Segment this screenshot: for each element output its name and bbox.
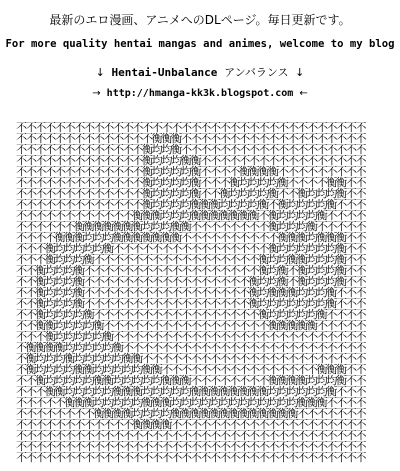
ascii-art-row: 不不不不不不不不不不不不不衡均均均均衡不不不衡均均均均衡不不不不衡衡不不 — [16, 176, 366, 189]
site-name-japanese: アンバランス — [224, 66, 289, 79]
ascii-art-row: 不不不不不不不不不不不不不不不不不不不不不不不不不不不不不不不不不不不不 — [16, 429, 366, 442]
ascii-art-row: 不不衡均均均衡不不不不不不不不不不不不不不不不不不衡均衡不衡均均均衡不不 — [16, 264, 366, 277]
ascii-art-row: 不不衡均均均衡不不不不不不不不不不不不不不不不不衡均均均均均均均衡不不不 — [16, 297, 366, 310]
ascii-art-row: 不不不不不不不不不不不不衡衡衡均均均衡衡衡衡衡衡衡不衡均均均均衡不不不不 — [16, 209, 366, 222]
ascii-art-row: 不不不不不不衡衡衡衡衡衡衡均均均衡衡不不不不不不不不衡均均均衡不不不不不 — [16, 220, 366, 233]
ascii-art-row: 不衡衡衡衡均均均均均衡不不不不不不不不不不不不不不不不不不不不不不不不不 — [16, 341, 366, 354]
ascii-art-row: 不不不不不不不不不不不不不衡均均衡不不不不不不不不不不不不不不不不不不不 — [16, 143, 366, 156]
ascii-art-row: 不不不不不不不不不不不不衡衡衡衡不不不不不不不不不不不不不不不不不不不不 — [16, 418, 366, 431]
ascii-art-row: 不不不衡衡均均均均均衡衡衡均均均均均衡衡衡衡衡衡衡衡均均均均均均衡不不不 — [16, 385, 366, 398]
ascii-art-row: 不不不不不不不不不不不不不不不不不不不不不不不不不不不不不不不不不不不不 — [16, 451, 366, 464]
ascii-art-banner — [16, 122, 394, 464]
url-line — [0, 88, 400, 99]
ascii-art-row: 不不不不衡衡衡均均均衡衡衡衡衡衡衡不不不不不不不不不不衡衡衡均衡衡衡不不 — [16, 231, 366, 244]
ascii-art-row: 不衡均均均衡均均均均均衡衡不不不不不不不不不不不不不不不不不不不不不不不 — [16, 352, 366, 365]
ascii-art-row: 不不不不不不不不不不不不不不不不不不不不不不不不不不不不不不不不不不不不 — [16, 440, 366, 453]
left-arrow-icon: ← — [299, 88, 308, 99]
ascii-art-row: 不不不不不不不不衡衡衡衡均均均均衡衡衡衡衡衡衡衡衡衡衡衡衡不不不不不不不 — [16, 407, 366, 420]
english-tagline: For more quality hentai mangas and animes, welcome to my blog — [5, 38, 395, 50]
ascii-art-row: 不不衡均均均均衡不不不不不不不不不不不不不不不不不衡均均均均均衡不不不不 — [16, 308, 366, 321]
ascii-art-row: 不不不衡均均均均均衡不不不不不不不不不不不不不不不不衡均均均均均均衡不不 — [16, 242, 366, 255]
site-name-line — [0, 64, 400, 80]
site-name[interactable]: Hentai-Unbalance — [111, 66, 218, 79]
ascii-art-row: 不不衡均均均衡不不不不不不不不不不不不不不不不不衡均衡衡衡均均均衡不不不 — [16, 286, 366, 299]
ascii-art-row: 不不不不不不不不不不不不不衡均均均衡衡不不不不不不不不不不不不不不不不不 — [16, 154, 366, 167]
ascii-art-row: 不不不不不不不不不不不不不衡均均均均衡不不衡均均均均衡不不衡均均均衡不不 — [16, 187, 366, 200]
ascii-art-row: 不不衡均均均衡不不不不不不不不不不不不不不不不不衡均均衡不衡均均均衡不不 — [16, 275, 366, 288]
ascii-art-row: 不不不不不不不不不不不不不不不不不不不不不不不不不不不不不不不不不不不不 — [16, 122, 366, 134]
ascii-art-row: 不不不衡均均均衡不不不不不不不不不不不不不不不不不衡均均衡衡均均均衡不不 — [16, 253, 366, 266]
right-arrow-icon: → — [92, 88, 101, 99]
ascii-art-row: 不不不不不衡衡衡均均均均均衡衡衡均均均均均均均均均均均均均衡衡衡不不不不 — [16, 396, 366, 409]
ascii-art-row: 不不衡衡均均均均衡不不不不不不不不不不不不不不不不不衡衡衡衡衡不不不不不 — [16, 319, 366, 332]
down-arrow-left-icon: ↓ — [95, 66, 105, 79]
ascii-art-row: 不不不不不不不不不不不不不衡均均均均衡衡衡均均均均衡不衡均均均均衡不不不 — [16, 198, 366, 211]
ascii-art-row: 不不不不不不不不不不不不不衡均均均均衡不不不不衡衡衡衡不不不不不不不不不 — [16, 165, 366, 178]
japanese-tagline: 最新のエロ漫画、アニメへのDLページ。毎日更新です。 — [49, 13, 351, 27]
ascii-art-row: 不不衡均均均均均衡衡均均均均均衡衡衡不不不不不不不不衡衡衡衡均均均衡不不 — [16, 374, 366, 387]
ascii-art-row: 不衡均均均均衡衡均均均均均衡衡不不不不不不不不不不不不不不不不衡衡衡不不 — [16, 363, 366, 376]
down-arrow-right-icon: ↓ — [295, 66, 305, 79]
blog-url-link[interactable]: http://hmanga-kk3k.blogspot.com — [106, 88, 294, 99]
ascii-art-row: 不不不衡均均均均均衡不不不不不不不不不不不不不不不不不不不不不不不不不不 — [16, 330, 366, 343]
ascii-art-row: 不不不不不不不不不不不不不不衡衡衡不不不不不不不不不不不不不不不不不不不 — [16, 132, 366, 145]
